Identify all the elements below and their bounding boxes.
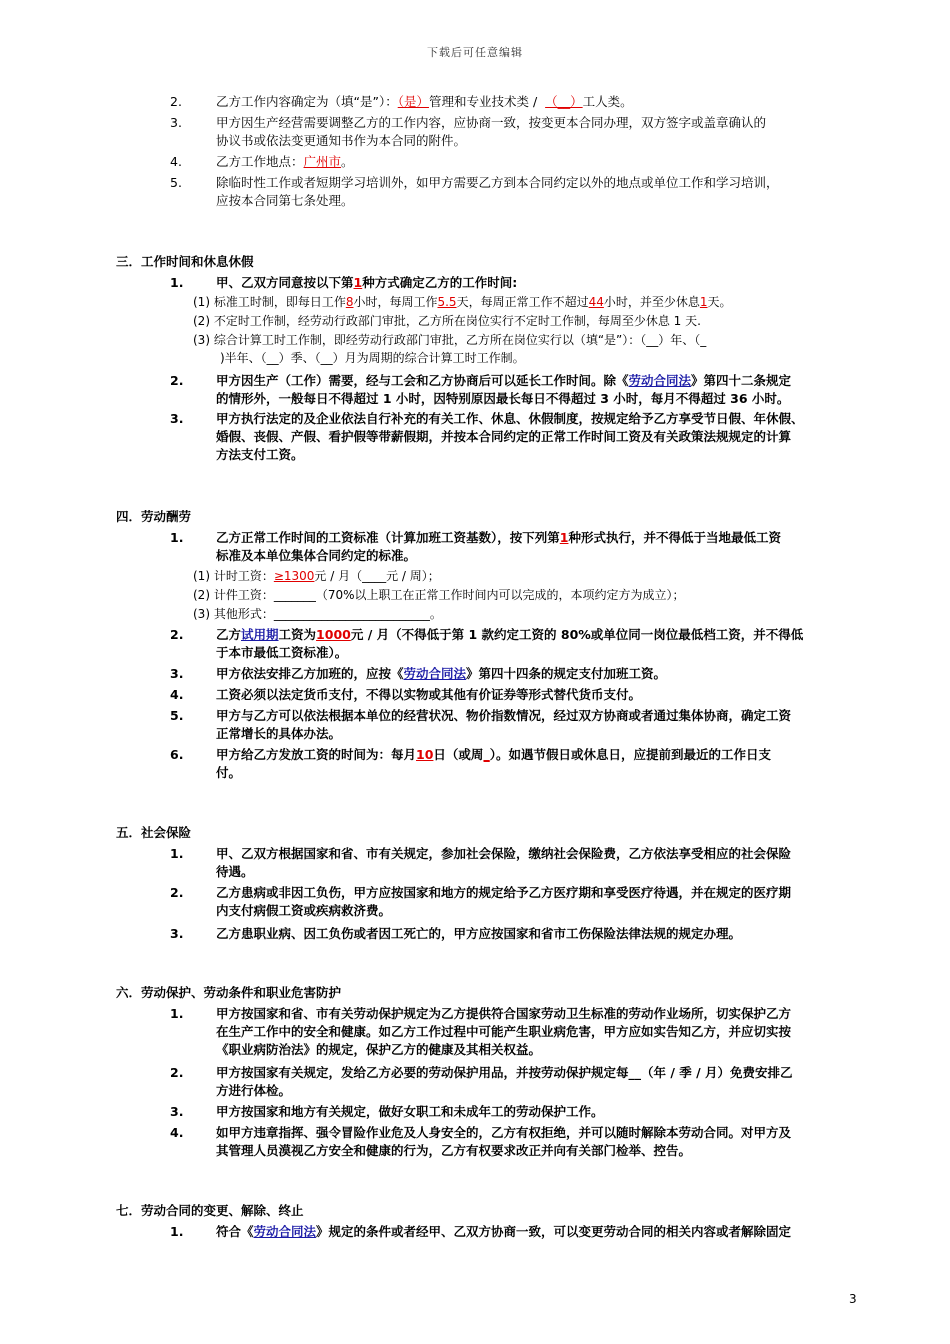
page-number: 3	[849, 1292, 857, 1306]
filled-value: 10	[416, 747, 434, 762]
clause-number: 4.	[170, 687, 184, 702]
sub-clause-3: (3) 综合计算工时工作制，即经劳动行政部门审批，乙方所在岗位实行以（填“是”）：（__）年、（_ )半年、（__）季、（__）月为周期的综合计算工时工作制。	[193, 333, 707, 365]
sub-clause-1: (1) 标准工时制，即每日工作8小时，每周工作5.5天，每周正常工作不超过44小时，并至少休息1天。	[193, 295, 732, 309]
clause-text: 工人类。	[582, 94, 633, 109]
clause-text: 甲、乙双方同意按以下第	[216, 275, 354, 290]
clause-number: 3.	[170, 115, 182, 130]
clause-number: 2.	[170, 94, 182, 109]
law-link[interactable]: 劳动合同法	[628, 373, 692, 388]
clause-number: 2.	[170, 373, 184, 388]
clause-number: 4.	[170, 154, 182, 169]
filled-value: 1000	[316, 627, 351, 642]
section-heading: 六．劳动保护、劳动条件和职业危害防护	[116, 985, 342, 1000]
clause-number: 3.	[170, 411, 184, 426]
clause-number: 1.	[170, 275, 184, 290]
clause-number: 5.	[170, 175, 182, 190]
filled-value: 1	[559, 530, 569, 545]
clause-line: 除临时性工作或者短期学习培训外，如甲方需要乙方到本合同约定以外的地点或单位工作和学习培训，	[216, 175, 779, 190]
sub-clause-2: (2) 不定时工作制，经劳动行政部门审批，乙方所在岗位实行不定时工作制，每周至少休息 1 天.	[193, 314, 701, 328]
clause-number: 4.	[170, 1125, 184, 1140]
filled-value: 广州市	[303, 154, 342, 169]
clause-text: 乙方工作内容确定为（填“是”）：	[216, 94, 398, 109]
clause-number: 1.	[170, 1006, 184, 1021]
clause-text: 管理和专业技术类 /	[428, 94, 538, 109]
clause-number: 1.	[170, 1224, 184, 1239]
sub-clause-3: (3) 其他形式：__________________________。	[193, 607, 442, 621]
filled-value: （__）	[545, 94, 583, 109]
law-link[interactable]: 劳动合同法	[253, 1224, 317, 1239]
law-link[interactable]: 劳动合同法	[403, 666, 467, 681]
sub-clause-2: (2) 计件工资：_______（70%以上职工在正常工作时间内可以完成的，本项约定方为成立）；	[193, 588, 685, 602]
clause-number: 2.	[170, 627, 184, 642]
clause-number: 3.	[170, 926, 184, 941]
clause-text: 。	[341, 154, 354, 169]
clause-line: 甲方因生产经营需要调整乙方的工作内容，应协商一致，按变更本合同办理，双方签字或盖章确认的	[216, 115, 767, 130]
clause-number: 5.	[170, 708, 184, 723]
clause-line: 应按本合同第七条处理。	[216, 193, 354, 208]
section-heading: 四．劳动酬劳	[116, 509, 192, 524]
trial-period-link[interactable]: 试用期	[241, 627, 279, 642]
clause-number: 3.	[170, 666, 184, 681]
clause-number: 3.	[170, 1104, 184, 1119]
clause-number: 2.	[170, 1065, 184, 1080]
filled-value: 1	[353, 275, 363, 290]
clause-text: 乙方工作地点：	[216, 154, 304, 169]
clause-number: 1.	[170, 530, 184, 545]
clause-text: 种方式确定乙方的工作时间:	[362, 275, 518, 290]
clause-number: 1.	[170, 846, 184, 861]
clause-number: 2.	[170, 885, 184, 900]
sub-clause-1: (1) 计时工资：≥1300元 / 月（____元 / 周）；	[193, 569, 440, 583]
watermark: 下载后可任意编辑	[427, 46, 523, 59]
section-heading: 七．劳动合同的变更、解除、终止	[116, 1203, 304, 1218]
section-heading: 五．社会保险	[116, 825, 192, 840]
clause-number: 6.	[170, 747, 184, 762]
filled-value: （是）	[397, 94, 429, 109]
clause-line: 协议书或依法变更通知书作为本合同的附件。	[216, 133, 467, 148]
section-heading: 三．工作时间和休息休假	[116, 254, 254, 269]
